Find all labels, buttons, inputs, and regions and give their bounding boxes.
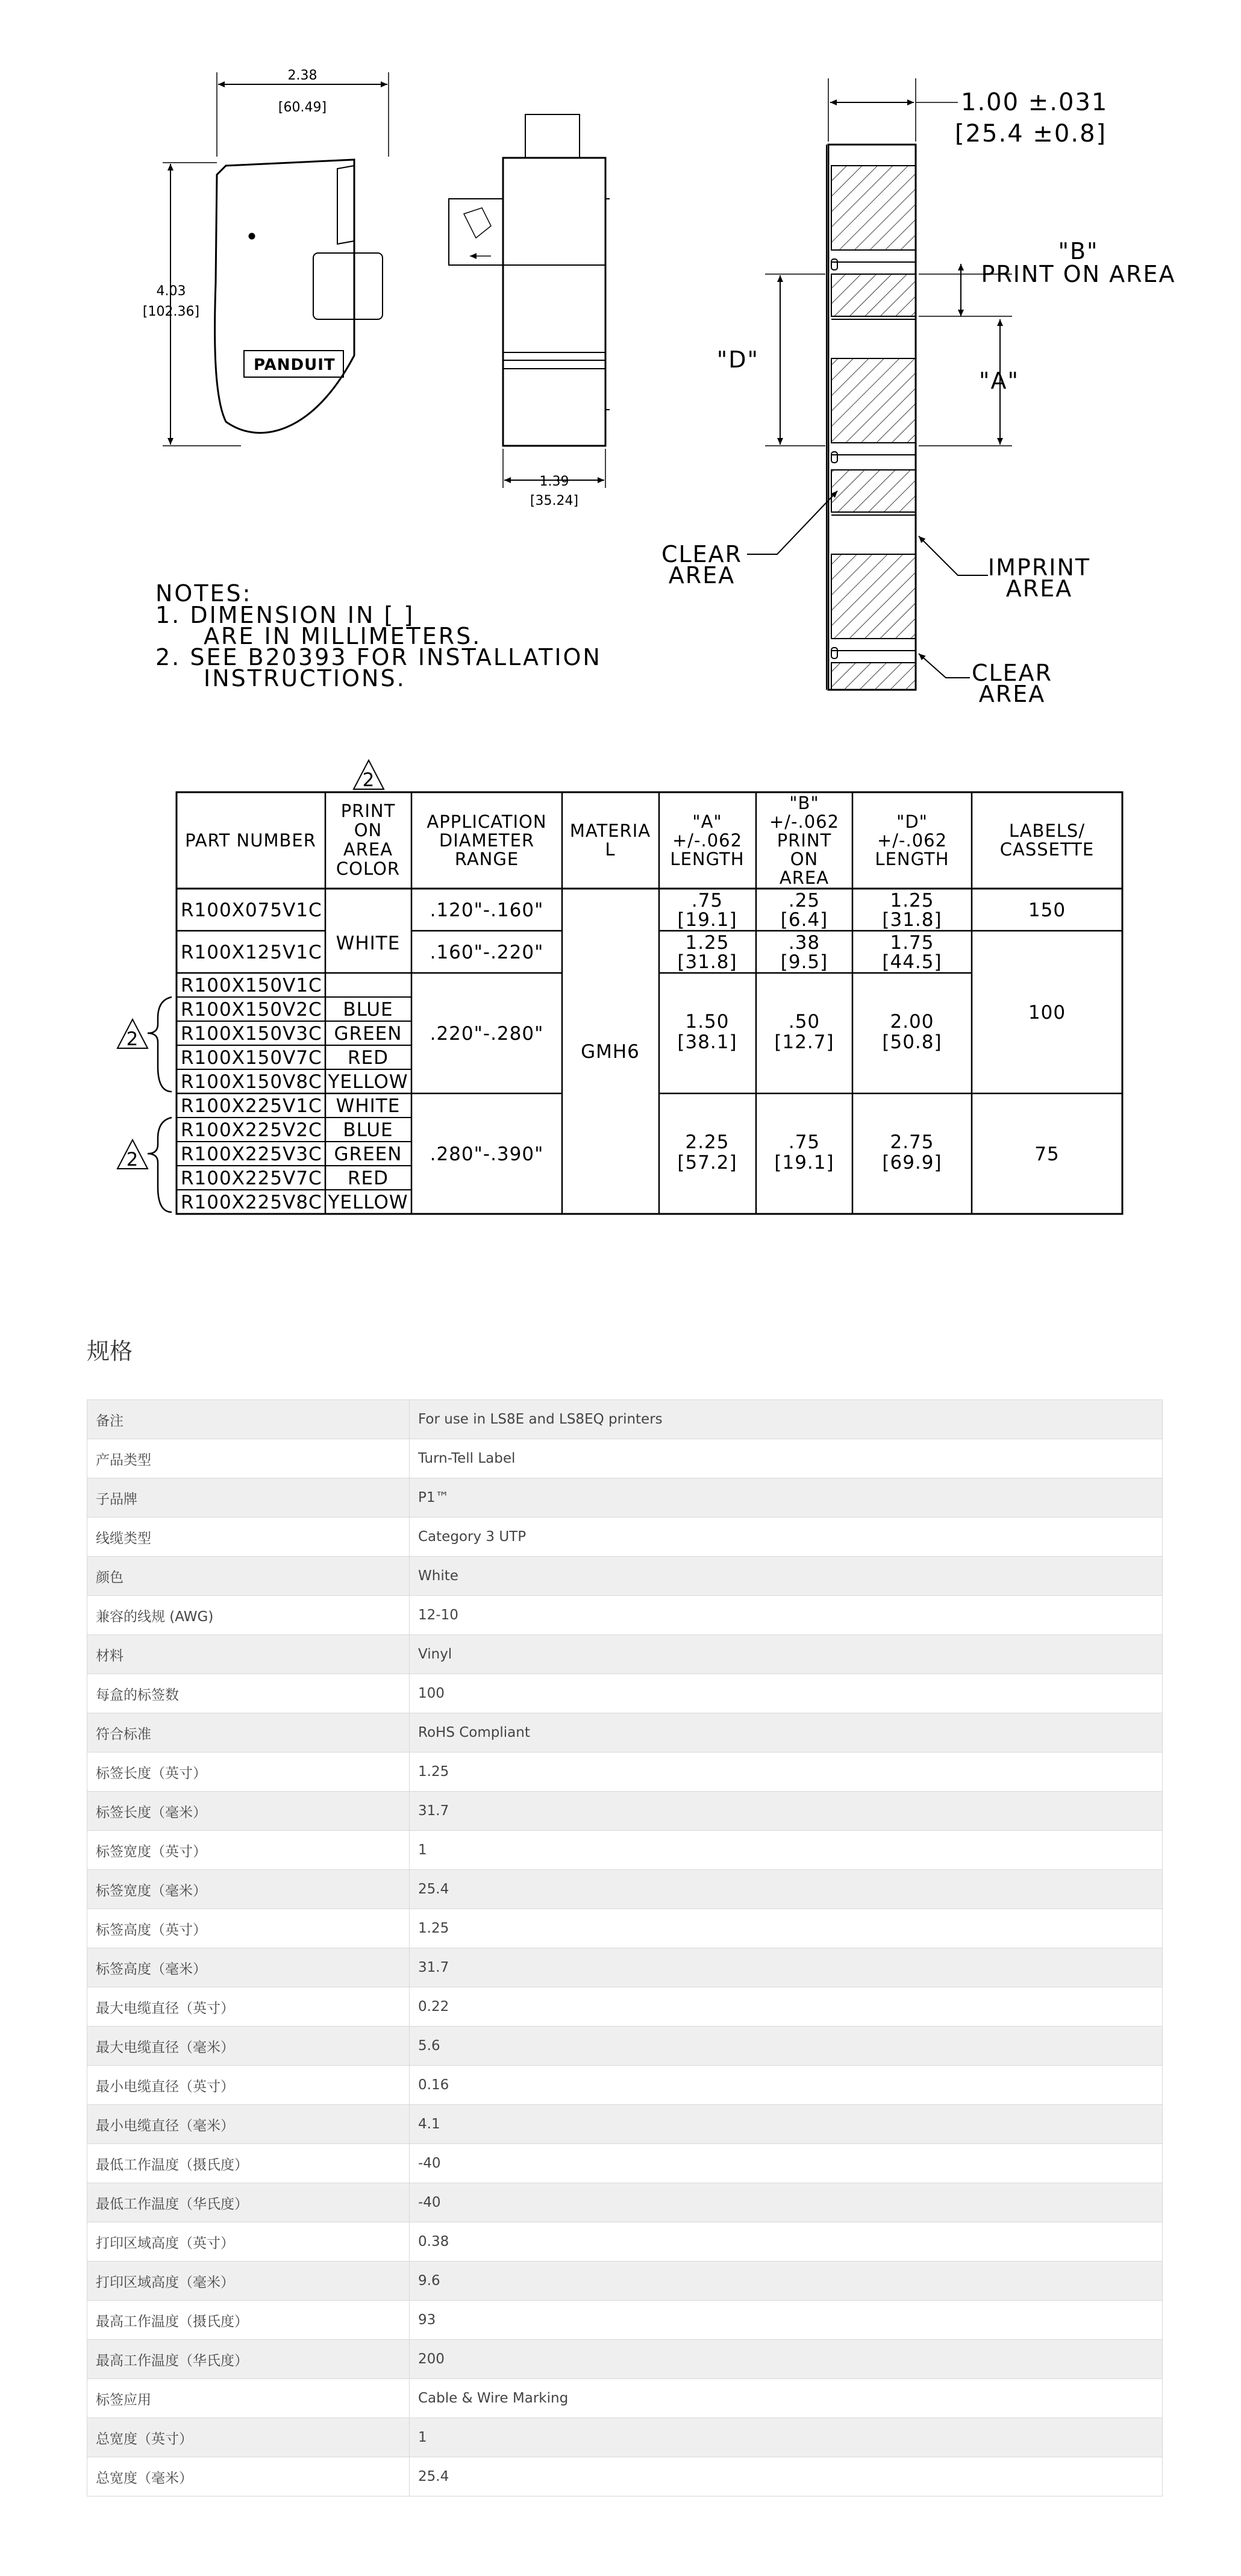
spec-value: -40 [410,2183,1163,2222]
color-cell: RED [348,1168,389,1189]
logo-text: PANDUIT [254,356,336,374]
spec-value: 4.1 [410,2105,1163,2144]
d-value-cell: [69.9] [882,1152,942,1174]
hdr-a-length-3: LENGTH [670,849,745,869]
spec-value: Vinyl [410,1635,1163,1674]
table-row [87,1831,1163,1870]
table-row [87,2457,1163,2496]
b-value-cell: .50 [788,1011,821,1033]
specs-section-title: 规格 [87,1338,133,1365]
strip-width-in: 1.00 ±.031 [961,89,1108,116]
b-dimension-label: "B" [1058,238,1099,264]
spec-label: 最高工作温度（摄氏度） [87,2301,410,2340]
spec-value: Cable & Wire Marking [410,2379,1163,2418]
spec-value: 100 [410,1674,1163,1713]
notes-title: NOTES: [155,580,252,607]
spec-label: 最大电缆直径（英寸） [87,1987,410,2027]
table-row [87,2183,1163,2222]
spec-label: 产品类型 [87,1439,410,1478]
clear-area-left-1: CLEAR [661,541,743,567]
table-row [87,1870,1163,1909]
part-number-cell: R100X225V7C [181,1168,322,1189]
b-value-cell: [9.5] [780,951,828,973]
spec-label: 最小电缆直径（英寸） [87,2066,410,2105]
color-cell: YELLOW [328,1071,408,1093]
hdr-b-print-3: PRINT [777,830,832,851]
table-row [87,2144,1163,2183]
cassette-count-cell: 150 [1028,899,1066,921]
spec-label: 最小电缆直径（毫米） [87,2105,410,2144]
range-cell: .220"-.280" [430,1023,544,1045]
print-on-area-label: PRINT ON AREA [981,261,1176,287]
cassette-side-view [449,114,610,488]
spec-label: 总宽度（英寸） [87,2418,410,2457]
part-number-cell: R100X150V2C [181,999,322,1021]
hdr-diameter-range-2: DIAMETER [439,830,535,851]
part-number-cell: R100X225V1C [181,1095,322,1117]
hdr-print-area-color-1: PRINT [340,801,396,821]
spec-value: 0.38 [410,2222,1163,2262]
spec-value: 0.16 [410,2066,1163,2105]
front-width-mm: [60.49] [278,100,327,115]
a-value-cell: .75 [691,890,724,911]
a-dimension-label: "A" [979,367,1019,394]
spec-value: White [410,1557,1163,1596]
cassette-front-view [163,72,389,446]
table-row [87,1596,1163,1635]
spec-value: -40 [410,2144,1163,2183]
d-value-cell: 1.75 [890,932,934,954]
clear-area-right-1: CLEAR [971,660,1053,686]
b-value-cell: [19.1] [774,1152,834,1174]
strip-width-mm: [25.4 ±0.8] [955,120,1107,148]
spec-label: 标签高度（英寸） [87,1909,410,1948]
spec-label: 兼容的线规 (AWG) [87,1596,410,1635]
spec-value: RoHS Compliant [410,1713,1163,1752]
cassette-count-cell: 100 [1028,1002,1066,1024]
color-cell: GREEN [334,1023,402,1045]
spec-value: Category 3 UTP [410,1518,1163,1557]
cassette-count-cell: 75 [1034,1143,1060,1165]
spec-value: 9.6 [410,2262,1163,2301]
spec-value: 25.4 [410,1870,1163,1909]
d-value-cell: [31.8] [882,909,942,931]
spec-value: 12-10 [410,1596,1163,1635]
table-row [87,1400,1163,1439]
hdr-d-length-1: "D" [896,811,928,832]
table-row [87,2418,1163,2457]
spec-value: 31.7 [410,1792,1163,1831]
hdr-part-number: PART NUMBER [185,830,316,851]
hdr-material-1: MATERIA [569,821,651,841]
hdr-labels-cassette-2: CASSETTE [999,839,1095,860]
table-row [87,2027,1163,2066]
table-row [87,1518,1163,1557]
spec-label: 最低工作温度（华氏度） [87,2183,410,2222]
spec-label: 打印区域高度（英寸） [87,2222,410,2262]
part-number-cell: R100X150V8C [181,1071,322,1093]
spec-label: 标签应用 [87,2379,410,2418]
part-number-cell: R100X125V1C [181,942,322,963]
notes-line-3: 2. SEE B20393 FOR INSTALLATION [155,644,602,671]
notes-line-2: ARE IN MILLIMETERS. [204,623,482,649]
spec-value: 1.25 [410,1909,1163,1948]
clear-area-left-2: AREA [668,562,736,589]
table-row [87,1713,1163,1752]
a-value-cell: [57.2] [677,1152,737,1174]
a-value-cell: [19.1] [677,909,737,931]
hdr-labels-cassette-1: LABELS/ [1008,821,1086,841]
spec-value: 1 [410,1831,1163,1870]
hdr-diameter-range-1: APPLICATION [427,811,547,832]
hdr-d-length-3: LENGTH [875,849,949,869]
spec-label: 材料 [87,1635,410,1674]
color-cell: BLUE [343,999,393,1021]
hdr-b-print-4: ON [790,849,819,869]
table-row [87,1674,1163,1713]
hdr-material-2: L [605,839,616,860]
spec-label: 子品牌 [87,1478,410,1518]
spec-label: 最大电缆直径（毫米） [87,2027,410,2066]
spec-value: 93 [410,2301,1163,2340]
spec-label: 标签宽度（毫米） [87,1870,410,1909]
note-marker-group-2: 2 [126,1149,139,1171]
table-row [87,2301,1163,2340]
color-cell: WHITE [336,933,401,954]
color-cell: WHITE [336,1095,401,1117]
spec-value: 31.7 [410,1948,1163,1987]
notes-line-1: 1. DIMENSION IN [ ] [155,602,415,628]
spec-label: 标签高度（毫米） [87,1948,410,1987]
d-value-cell: [44.5] [882,951,942,973]
a-value-cell: 1.50 [685,1011,730,1033]
a-value-cell: 1.25 [685,932,730,954]
color-cell: BLUE [343,1119,393,1141]
specs-table [87,1399,1163,2496]
b-value-cell: .25 [788,890,821,911]
b-value-cell: [12.7] [774,1031,834,1053]
spec-value: 1 [410,2418,1163,2457]
spec-label: 打印区域高度（毫米） [87,2262,410,2301]
side-depth-in: 1.39 [539,474,569,489]
notes-line-4: INSTRUCTIONS. [204,665,406,692]
range-cell: .120"-.160" [430,899,544,921]
table-row [87,1909,1163,1948]
spec-label: 标签宽度（英寸） [87,1831,410,1870]
table-row [87,2262,1163,2301]
spec-label: 最低工作温度（摄氏度） [87,2144,410,2183]
hdr-print-area-color-2: ON [354,820,383,840]
spec-label: 颜色 [87,1557,410,1596]
material-cell: GMH6 [581,1041,640,1063]
table-row [87,1557,1163,1596]
front-height-in: 4.03 [156,284,186,299]
part-number-cell: R100X225V3C [181,1143,322,1165]
range-cell: .280"-.390" [430,1143,544,1165]
table-row [87,1752,1163,1792]
table-row [87,2222,1163,2262]
hdr-a-length-1: "A" [692,811,722,832]
spec-label: 符合标准 [87,1713,410,1752]
spec-label: 线缆类型 [87,1518,410,1557]
spec-label: 最高工作温度（华氏度） [87,2340,410,2379]
table-row [87,2379,1163,2418]
front-width-in: 2.38 [287,68,317,83]
part-number-cell: R100X225V8C [181,1192,322,1213]
d-dimension-label: "D" [716,346,759,373]
table-row [87,1439,1163,1478]
spec-label: 备注 [87,1400,410,1439]
table-row [87,2105,1163,2144]
color-cell: GREEN [334,1143,402,1165]
side-depth-mm: [35.24] [530,493,579,508]
part-number-cell: R100X150V3C [181,1023,322,1045]
spec-value: 25.4 [410,2457,1163,2496]
range-cell: .160"-.220" [430,942,544,963]
d-value-cell: [50.8] [882,1031,942,1053]
part-number-cell: R100X075V1C [181,899,322,921]
color-cell: RED [348,1047,389,1069]
imprint-area-1: IMPRINT [987,554,1091,581]
table-row [87,2066,1163,2105]
b-value-cell: [6.4] [780,909,828,931]
d-value-cell: 2.75 [890,1131,934,1153]
spec-value: 1.25 [410,1752,1163,1792]
hdr-print-area-color-4: COLOR [336,858,401,879]
spec-label: 标签长度（英寸） [87,1752,410,1792]
b-value-cell: .38 [788,932,821,954]
hdr-b-print-1: "B" [789,793,819,813]
spec-value: Turn-Tell Label [410,1439,1163,1478]
d-value-cell: 2.00 [890,1011,934,1033]
spec-value: 200 [410,2340,1163,2379]
d-value-cell: 1.25 [890,890,934,911]
hdr-diameter-range-3: RANGE [454,849,519,869]
spec-value: P1™ [410,1478,1163,1518]
hdr-print-area-color-3: AREA [343,839,393,860]
color-cell: YELLOW [328,1192,408,1213]
front-height-mm: [102.36] [142,304,200,319]
note-marker-group-1: 2 [126,1028,139,1050]
spec-value: 5.6 [410,2027,1163,2066]
table-row [87,1987,1163,2027]
hdr-b-print-2: +/-.062 [769,811,840,832]
a-value-cell: [31.8] [677,951,737,973]
spec-value: 0.22 [410,1987,1163,2027]
hdr-a-length-2: +/-.062 [672,830,743,851]
b-value-cell: .75 [788,1131,821,1153]
note-marker-header: 2 [362,769,375,791]
table-row [87,1635,1163,1674]
technical-drawing [0,0,1241,1265]
hdr-b-print-5: AREA [779,868,830,888]
a-value-cell: 2.25 [685,1131,730,1153]
spec-label: 标签长度（毫米） [87,1792,410,1831]
imprint-area-2: AREA [1005,575,1073,602]
spec-label: 每盒的标签数 [87,1674,410,1713]
clear-area-right-2: AREA [978,681,1046,707]
a-value-cell: [38.1] [677,1031,737,1053]
part-number-cell: R100X225V2C [181,1119,322,1141]
table-row [87,1948,1163,1987]
table-row [87,1792,1163,1831]
table-row [87,2340,1163,2379]
table-row [87,1478,1163,1518]
label-strip-view [747,78,1012,690]
spec-label: 总宽度（毫米） [87,2457,410,2496]
spec-value: For use in LS8E and LS8EQ printers [410,1400,1163,1439]
part-number-cell: R100X150V1C [181,975,322,996]
part-number-cell: R100X150V7C [181,1047,322,1069]
hdr-d-length-2: +/-.062 [877,830,948,851]
